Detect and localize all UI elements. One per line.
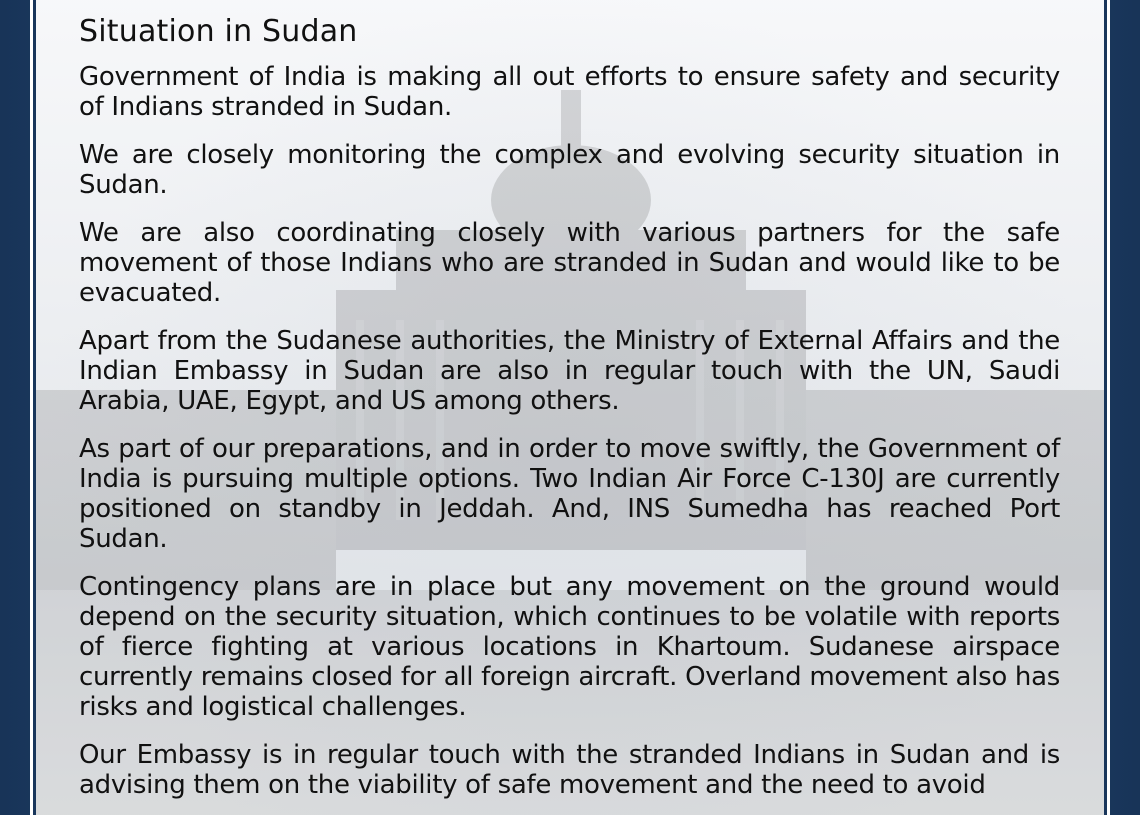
paragraph-2: We are closely monitoring the complex and evolving security situation in Sudan.: [79, 140, 1060, 200]
paragraph-4: Apart from the Sudanese authorities, the Ministry of External Affairs and the Indian Embassy in Sudan are also in regular touch with the UN, Saudi Arabia, UAE, Egypt, and US among others.: [79, 326, 1060, 416]
document-body: [79, 16, 1060, 815]
paragraph-5: As part of our preparations, and in order to move swiftly, the Government of India is pursuing multiple options. Two Indian Air Force C-130J are currently positioned on standby in Jeddah. And, INS Sumedha has reached Port Sudan.: [79, 434, 1060, 554]
paragraph-3: We are also coordinating closely with various partners for the safe movement of those Indians who are stranded in Sudan and would like to be evacuated.: [79, 218, 1060, 308]
content-panel: [36, 0, 1104, 815]
paragraph-7: Our Embassy is in regular touch with the stranded Indians in Sudan and is advising them on the viability of safe movement and the need to avoid: [79, 740, 1060, 800]
paragraph-1: Government of India is making all out efforts to ensure safety and security of Indians stranded in Sudan.: [79, 62, 1060, 122]
document-title: Situation in Sudan: [79, 14, 358, 49]
paragraph-6: Contingency plans are in place but any movement on the ground would depend on the security situation, which continues to be volatile with reports of fierce fighting at various locations in Khartoum. Sudanese airspace currently remains closed for all foreign aircraft. Overland movement also has risks and logistical challenges.: [79, 572, 1060, 722]
